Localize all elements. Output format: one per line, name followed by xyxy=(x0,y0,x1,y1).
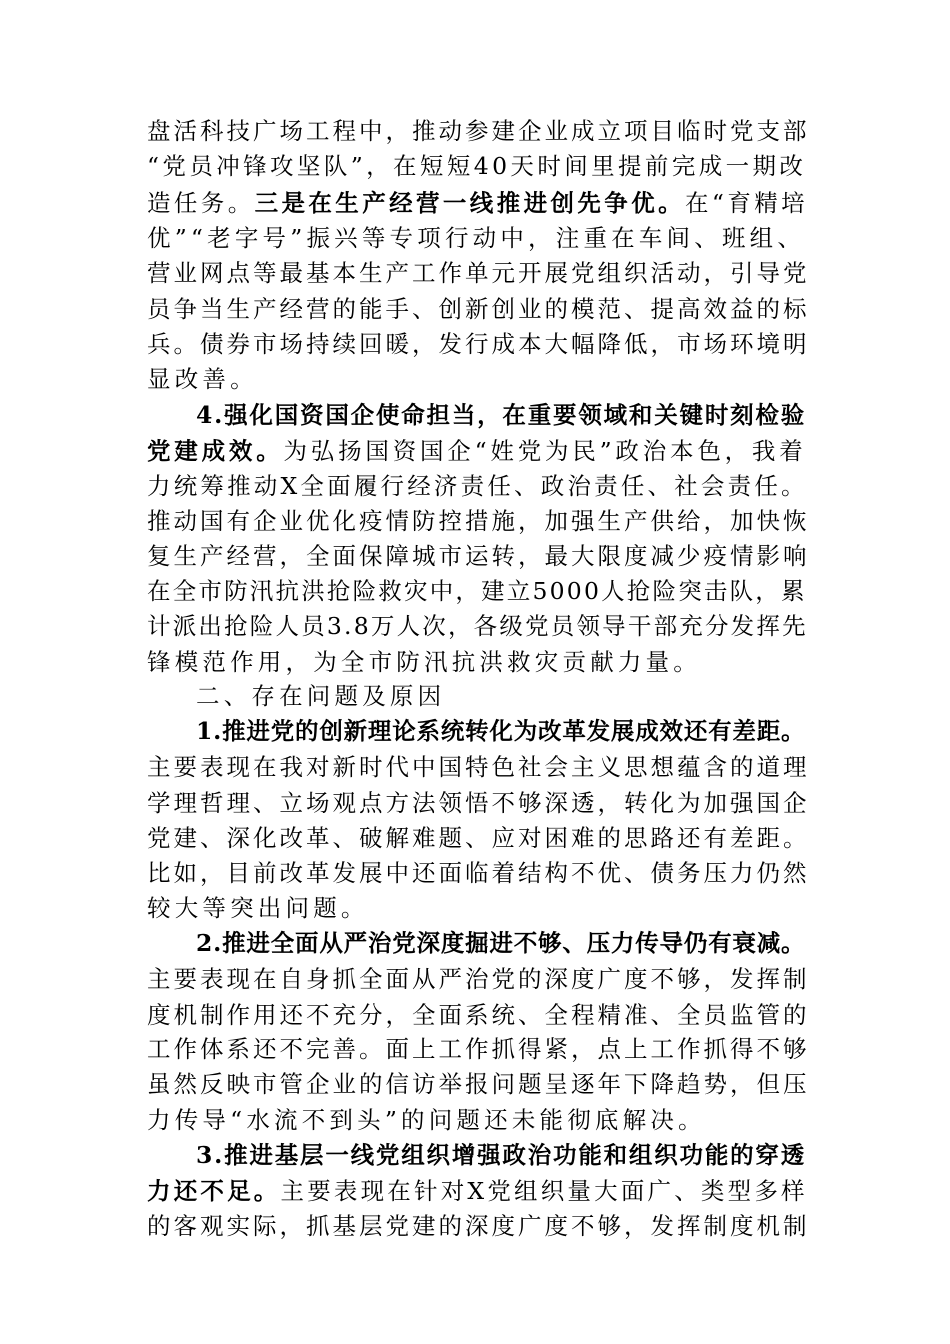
text-span: 主要表现在针对X党组织量大面广、类型多样 xyxy=(280,1177,808,1205)
text-line xyxy=(147,645,701,679)
text-line xyxy=(196,926,805,960)
text-line xyxy=(147,821,810,855)
text-line xyxy=(147,786,810,820)
text-line xyxy=(147,750,810,784)
text-span: 度机制作用还不充分，全面系统、全程精准、全员监管的 xyxy=(147,1001,810,1029)
text-span: 力统筹推动X全面履行经济责任、政治责任、社会责任。 xyxy=(147,472,808,500)
text-span: 在全市防汛抗洪抢险救灾中，建立5000人抢险突击队，累 xyxy=(147,577,807,605)
text-span: 的客观实际，抓基层党建的深度广度不够，发挥制度机制 xyxy=(147,1212,810,1240)
text-line xyxy=(147,256,810,290)
bold-text: 三是在生产经营一线推进创先争优。 xyxy=(254,189,686,217)
text-line xyxy=(147,1032,810,1066)
text-span: 优”“老字号”振兴等专项行动中，注重在车间、班组、 xyxy=(147,224,806,252)
text-span: 较大等突出问题。 xyxy=(147,894,369,922)
text-span: 计派出抢险人员3.8万人次，各级党员领导干部充分发挥先 xyxy=(147,612,808,640)
text-line xyxy=(196,679,445,713)
text-line xyxy=(147,891,369,925)
text-span: 党建、深化改革、破解难题、应对困难的思路还有差距。 xyxy=(147,824,810,852)
text-line xyxy=(147,1209,810,1243)
text-line xyxy=(147,221,805,255)
text-line xyxy=(147,504,810,538)
text-span: 兵。债券市场持续回暖，发行成本大幅降低，市场环境明 xyxy=(147,330,810,358)
text-line xyxy=(196,398,806,432)
text-line xyxy=(147,362,258,396)
text-span: 二、存在问题及原因 xyxy=(196,682,446,710)
text-span: 工作体系还不完善。面上工作抓得紧，点上工作抓得不够 xyxy=(147,1035,810,1063)
bold-text: 党建成效。 xyxy=(147,437,284,465)
bold-text: 3.推进基层一线党组织增强政治功能和组织功能的穿透 xyxy=(196,1141,807,1169)
text-line xyxy=(147,469,808,503)
text-line xyxy=(147,114,810,148)
text-line xyxy=(147,1067,810,1101)
text-line xyxy=(147,539,810,573)
text-line xyxy=(147,186,808,220)
text-span: 员争当生产经营的能手、创新创业的模范、提高效益的标 xyxy=(147,295,810,323)
text-span: 营业网点等最基本生产工作单元开展党组织活动，引导党 xyxy=(147,259,810,287)
bold-text: 2.推进全面从严治党深度掘进不够、压力传导仍有衰减。 xyxy=(196,929,806,957)
text-span: 在“育精培 xyxy=(685,189,809,217)
text-line xyxy=(147,856,810,890)
text-span: 为弘扬国资国企“姓党为民”政治本色，我着 xyxy=(283,437,807,465)
text-span: 主要表现在我对新时代中国特色社会主义思想蕴含的道理 xyxy=(147,753,810,781)
text-span: 锋模范作用，为全市防汛抗洪救灾贡献力量。 xyxy=(147,648,701,676)
text-span: 推动国有企业优化疫情防控措施，加强生产供给，加快恢 xyxy=(147,507,810,535)
bold-text: 1.推进党的创新理论系统转化为改革发展成效还有差距。 xyxy=(196,717,806,745)
text-span: 比如，目前改革发展中还面临着结构不优、债务压力仍然 xyxy=(147,859,810,887)
text-line xyxy=(147,292,810,326)
text-span: 虽然反映市管企业的信访举报问题呈逐年下降趋势，但压 xyxy=(147,1070,810,1098)
bold-text: 4.强化国资国企使命担当，在重要领域和关键时刻检验 xyxy=(196,401,807,429)
text-span: 造任务。 xyxy=(147,189,255,217)
text-line xyxy=(147,574,807,608)
text-line xyxy=(147,327,810,361)
text-line xyxy=(147,609,808,643)
text-span: “党员冲锋攻坚队”，在短短40天时间里提前完成一期改 xyxy=(147,152,807,180)
text-line xyxy=(147,998,810,1032)
text-span: 显改善。 xyxy=(147,365,258,393)
text-span: 盘活科技广场工程中，推动参建企业成立项目临时党支部 xyxy=(147,117,810,145)
text-span: 复生产经营，全面保障城市运转，最大限度减少疫情影响 xyxy=(147,542,810,570)
text-span: 学理哲理、立场观点方法领悟不够深透，转化为加强国企 xyxy=(147,789,810,817)
text-line xyxy=(196,714,805,748)
bold-text: 力还不足。 xyxy=(147,1177,281,1205)
text-line xyxy=(147,1174,808,1208)
text-line xyxy=(147,1103,706,1137)
text-line xyxy=(147,962,810,996)
text-line xyxy=(147,149,806,183)
text-line xyxy=(147,434,807,468)
text-span: 力传导“水流不到头”的问题还未能彻底解决。 xyxy=(147,1106,706,1134)
text-line xyxy=(196,1138,806,1172)
text-span: 主要表现在自身抓全面从严治党的深度广度不够，发挥制 xyxy=(147,965,810,993)
